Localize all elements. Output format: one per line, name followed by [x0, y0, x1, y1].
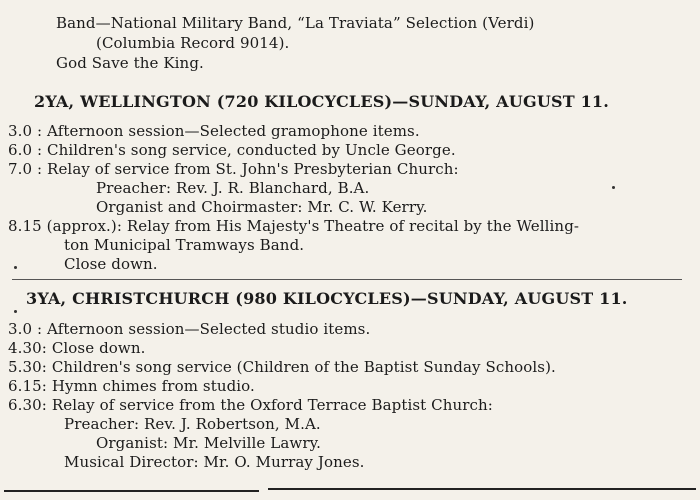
band-line: Band—National Military Band, “La Traviata” Selection (Verdi) — [56, 14, 535, 32]
wellington-item: 3.0 : Afternoon session—Selected gramophone items. — [8, 122, 420, 140]
section-divider — [12, 279, 682, 280]
wellington-item: Close down. — [64, 255, 158, 273]
christchurch-item: 5.30: Children's song service (Children of the Baptist Sunday Schools). — [8, 358, 556, 376]
wellington-item: ton Municipal Tramways Band. — [64, 236, 305, 254]
christchurch-item: Musical Director: Mr. O. Murray Jones. — [64, 453, 365, 471]
christchurch-item: 4.30: Close down. — [8, 339, 146, 357]
record-line: (Columbia Record 9014). — [96, 34, 290, 52]
christchurch-item: 3.0 : Afternoon session—Selected studio items. — [8, 320, 371, 338]
wellington-item: Organist and Choirmaster: Mr. C. W. Kerry. — [96, 198, 428, 216]
bottom-rule-left — [4, 490, 259, 492]
anthem-line: God Save the King. — [56, 54, 204, 72]
christchurch-item: 6.15: Hymn chimes from studio. — [8, 377, 255, 395]
bottom-rule-right — [268, 488, 696, 490]
wellington-item: 6.0 : Children's song service, conducted by Uncle George. — [8, 141, 456, 159]
print-speck — [14, 266, 17, 269]
christchurch-item: Preacher: Rev. J. Robertson, M.A. — [64, 415, 321, 433]
print-speck — [612, 186, 615, 189]
christchurch-item: 6.30: Relay of service from the Oxford Terrace Baptist Church: — [8, 396, 493, 414]
print-speck — [14, 310, 17, 313]
wellington-item: Preacher: Rev. J. R. Blanchard, B.A. — [96, 179, 370, 197]
wellington-item: 8.15 (approx.): Relay from His Majesty's Theatre of recital by the Welling- — [8, 217, 580, 235]
wellington-heading: 2YA, WELLINGTON (720 KILOCYCLES)—SUNDAY, AUGUST 11. — [34, 92, 610, 111]
wellington-item: 7.0 : Relay of service from St. John's Presbyterian Church: — [8, 160, 459, 178]
christchurch-heading: 3YA, CHRISTCHURCH (980 KILOCYCLES)—SUNDAY, AUGUST 11. — [26, 289, 628, 308]
christchurch-item: Organist: Mr. Melville Lawry. — [96, 434, 322, 452]
